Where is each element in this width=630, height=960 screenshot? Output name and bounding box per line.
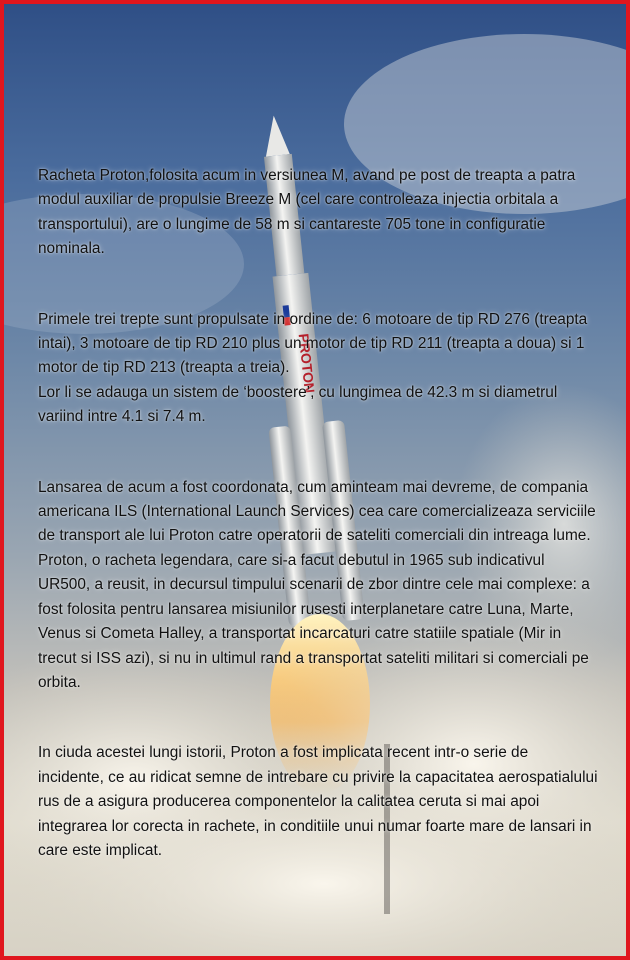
paragraph-launch-history: Lansarea de acum a fost coordonata, cum aminteam mai devreme, de compania americana ILS (International Launch Services) cea care comercializeaza serviciile de transport ale lui Proton catre operatorii de sateliti comerciali din intreaga lume. Proton, o racheta legendara, care si-a facut debutul in 1965 sub indicativul UR500, a reusit, in decursul timpului scenarii de zbor dintre cele mai complexe: a fost folosita pentru lansarea misiunilor rusesti interplanetare catre Luna, Marte, Venus si Cometa Halley, a transportat incarcaturi catre statiile spatiale (Mir in trecut si ISS azi), si nu in ultimul rand a transportat sateliti militari si comerciali pe orbita. xyxy=(38,478,596,691)
article-text xyxy=(38,164,598,887)
rocket-lettering: PROTON xyxy=(295,332,318,394)
paragraph-incidents: In ciuda acestei lungi istorii, Proton a fost implicata recent intr-o serie de incidente, ce au ridicat semne de intrebare cu privire la capacitatea aerospatialului rus de a asigura producerea componentelor la calitatea ceruta si mai apoi integrarea lor corecta in rachete, in conditiile unui numar foarte mare de lansari in care este implicat. xyxy=(38,744,598,859)
paragraph-stages: Primele trei trepte sunt propulsate in ordine de: 6 motoare de tip RD 276 (treapta intai), 3 motoare de tip RD 210 plus un motor de tip RD 211 (treapta a doua) si 1 motor de tip RD 213 (treapta a treia). Lor li se adauga un sistem de ‘boostere’, cu lungimea de 42.3 m si diametrul variind intre 4.1 si 7.4 m. xyxy=(38,310,588,426)
paragraph-rocket-specs: Racheta Proton,folosita acum in versiunea M, avand pe post de treapta a patra modul auxiliar de propulsie Breeze M (cel care controleaza injectia orbitala a transportului), are o lungime de 58 m si cantareste 705 tone in configuratie nominala. xyxy=(38,167,576,258)
